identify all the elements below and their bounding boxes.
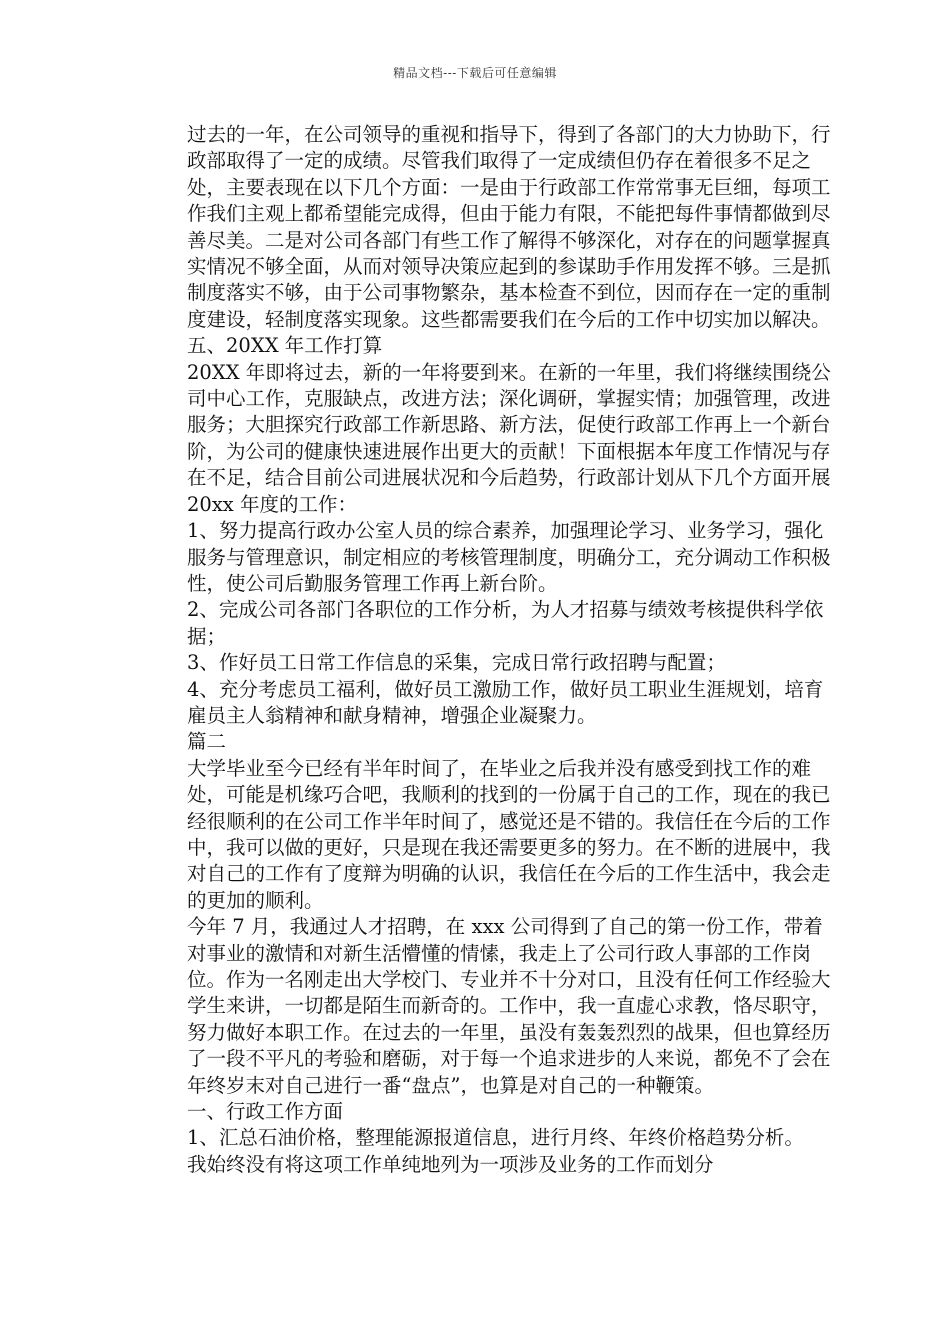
paragraph-plan-item-2: 2、完成公司各部门各职位的工作分析，为人才招募与绩效考核提供科学依据； <box>187 598 824 648</box>
paragraph-admin-item-1: 1、汇总石油价格，整理能源报道信息，进行月终、年终价格趋势分析。 <box>187 1126 804 1150</box>
paragraph-summary-shortcomings: 过去的一年，在公司领导的重视和指导下，得到了各部门的大力协助下，行政部取得了一定的成绩。尽管我们取得了一定成绩但仍存在着很多不足之处，主要表现在以下几个方面：一是由于行政部工作常常事无巨细，每项工作我们主观上都希望能完成得，但由于能力有限，不能把每件事情都做到尽善尽美。二是对公司各部门有些工作了解得不够深化，对存在的问题掌握真实情况不够全面，从而对领导决策应起到的参谋助手作用发挥不够。三是抓制度落实不够，由于公司事物繁杂，基本检查不到位，因而存在一定的重制度建设，轻制度落实现象。这些都需要我们在今后的工作中切实加以解决。 <box>187 123 831 331</box>
section-heading-plan: 五、20XX 年工作打算 <box>187 334 383 358</box>
paragraph-admin-detail: 我始终没有将这项工作单纯地列为一项涉及业务的工作而划分 <box>187 1152 714 1176</box>
document-body <box>187 122 837 1178</box>
section-heading-part-two: 篇二 <box>187 730 227 754</box>
page-header: 精品文档---下载后可任意编辑 <box>393 66 557 80</box>
paragraph-plan-item-3: 3、作好员工日常工作信息的采集，完成日常行政招聘与配置； <box>187 651 726 675</box>
paragraph-plan-item-1: 1、努力提高行政办公室人员的综合素养，加强理论学习、业务学习，强化服务与管理意识，制定相应的考核管理制度，明确分工，充分调动工作积极性，使公司后勤服务管理工作再上新台阶。 <box>187 519 831 595</box>
paragraph-plan-intro: 20XX 年即将过去，新的一年将要到来。在新的一年里，我们将继续围绕公司中心工作，克服缺点，改进方法；深化调研，掌握实情；加强管理，改进服务；大胆探究行政部工作新思路、新方法，促使行政部工作再上一个新台阶，为公司的健康快速进展作出更大的贡献！下面根据本年度工作情况与存在不足，结合目前公司进展状况和今后趋势，行政部计划从下几个方面开展 20xx 年度的工作： <box>187 360 831 516</box>
section-heading-admin-work: 一、行政工作方面 <box>187 1100 344 1124</box>
paragraph-graduation: 大学毕业至今已经有半年时间了，在毕业之后我并没有感受到找工作的难处，可能是机缘巧合吧，我顺利的找到的一份属于自己的工作，现在的我已经很顺利的在公司工作半年时间了，感觉还是不错的。我信任在今后的工作中，我可以做的更好，只是现在我还需要更多的努力。在不断的进展中，我对自己的工作有了度辩为明确的认识，我信任在今后的工作生活中，我会走的更加的顺利。 <box>187 756 831 912</box>
paragraph-first-job: 今年 7 月，我通过人才招聘，在 xxx 公司得到了自己的第一份工作，带着对事业的激情和对新生活懵懂的情愫，我走上了公司行政人事部的工作岗位。作为一名刚走出大学校门、专业并不十分对口，且没有任何工作经验大学生来讲，一切都是陌生而新奇的。工作中，我一直虚心求教，恪尽职守，努力做好本职工作。在过去的一年里，虽没有轰轰烈烈的战果，但也算经历了一段不平凡的考验和磨砺，对于每一个追求进步的人来说，都免不了会在年终岁末对自己进行一番“盘点”，也算是对自己的一种鞭策。 <box>187 915 831 1097</box>
paragraph-plan-item-4: 4、充分考虑员工福利，做好员工激励工作，做好员工职业生涯规划，培育雇员主人翁精神和献身精神，增强企业凝聚力。 <box>187 677 824 727</box>
